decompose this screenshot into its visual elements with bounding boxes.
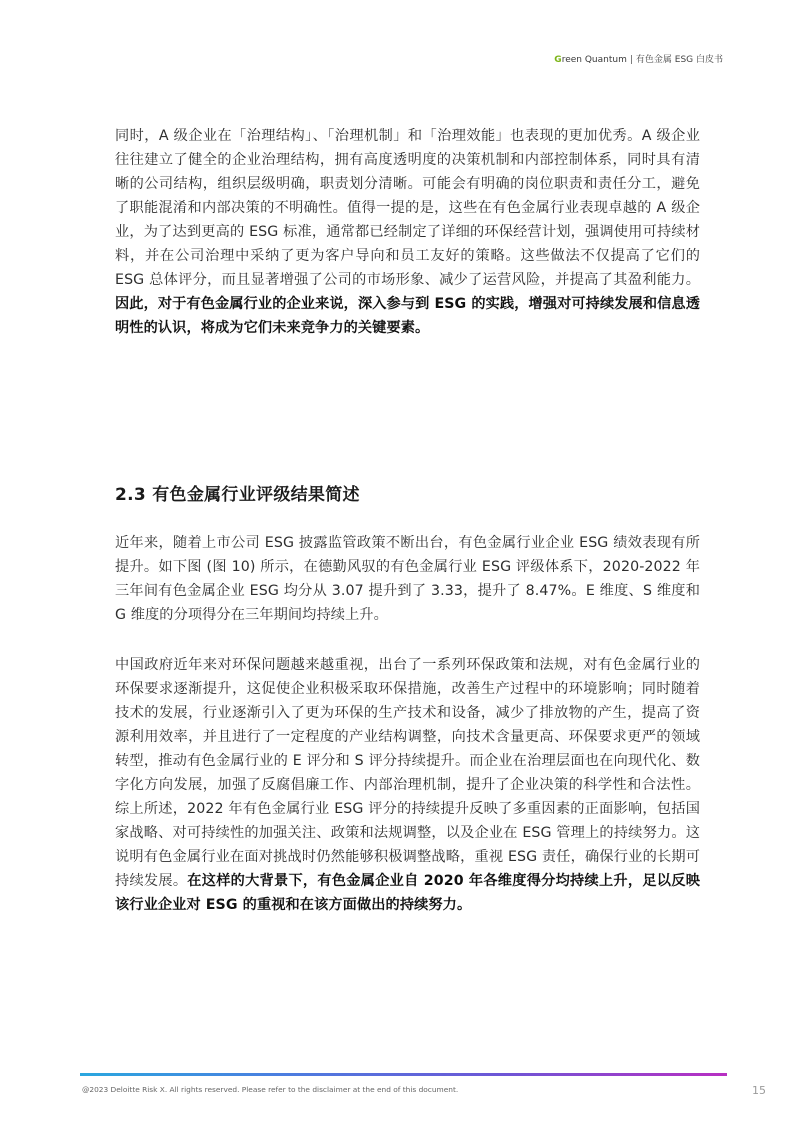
header-separator: | [629, 55, 633, 65]
brand-logo-text: Green Quantum [554, 55, 627, 65]
section-heading: 2.3 有色金属行业评级结果简述 [115, 485, 360, 505]
footer-gradient-rule [80, 1073, 727, 1076]
paragraph-policy-analysis [115, 653, 700, 917]
section-heading-container [115, 480, 700, 505]
page-header [554, 52, 723, 65]
footer-copyright: @2023 Deloitte Risk X. All rights reserved. Please refer to the disclaimer at the end of this document. [82, 1085, 459, 1094]
paragraph-text: 同时，A 级企业在「治理结构」、「治理机制」和「治理效能」也表现的更加优秀。A 级企业往往建立了健全的企业治理结构，拥有高度透明度的决策机制和内部控制体系，同时具有清晰的公司结构，组织层级明确，职责划分清晰。可能会有明确的岗位职责和责任分工，避免了职能混淆和内部决策的不明确性。值得一提的是，这些在有色金属行业表现卓越的 A 级企业，为了达到更高的 ESG 标准，通常都已经制定了详细的环保经营计划，强调使用可持续材料，并在公司治理中采纳了更为客户导向和员工友好的策略。这些做法不仅提高了它们的 ESG 总体评分，而且显著增强了公司的市场形象、减少了运营风险，并提高了其盈利能力。 [115, 128, 700, 288]
document-title: 有色金属 ESG 白皮书 [635, 55, 723, 65]
paragraph-text: 中国政府近年来对环保问题越来越重视，出台了一系列环保政策和法规，对有色金属行业的环保要求逐渐提升，这促使企业积极采取环保措施，改善生产过程中的环境影响；同时随着技术的发展，行业逐渐引入了更为环保的生产技术和设备，减少了排放物的产生，提高了资源利用效率，并且进行了一定程度的产业结构调整，向技术含量更高、环保要求更严的领域转型，推动有色金属行业的 E 评分和 S 评分持续提升。而企业在治理层面也在向现代化、数字化方向发展，加强了反腐倡廉工作、内部治理机制，提升了企业决策的科学性和合法性。综上所述，2022 年有色金属行业 ESG 评分的持续提升反映了多重因素的正面影响，包括国家战略、对可持续性的加强关注、政策和法规调整，以及企业在 ESG 管理上的持续努力。这说明有色金属行业在面对挑战时仍然能够积极调整战略，重视 ESG 责任，确保行业的长期可持续发展。 [115, 657, 700, 889]
paragraph-text: 近年来，随着上市公司 ESG 披露监管政策不断出台，有色金属行业企业 ESG 绩效表现有所提升。如下图 (图 10) 所示，在德勤风驭的有色金属行业 ESG 评级体系下，2020-2022 年三年间有色金属企业 ESG 均分从 3.07 提升到了 3.33，提升了 8.47%。E 维度、S 维度和 G 维度的分项得分在三年期间均持续上升。 [115, 535, 700, 623]
paragraph-esg-trend [115, 531, 700, 627]
paragraph-emphasis: 因此，对于有色金属行业的企业来说，深入参与到 ESG 的实践，增强对可持续发展和信息透明性的认识，将成为它们未来竞争力的关键要素。 [115, 296, 700, 336]
paragraph-emphasis: 在这样的大背景下，有色金属企业自 2020 年各维度得分均持续上升，足以反映该行业企业对 ESG 的重视和在该方面做出的持续努力。 [115, 873, 700, 913]
page-number: 15 [752, 1084, 766, 1097]
paragraph-governance [115, 124, 700, 340]
